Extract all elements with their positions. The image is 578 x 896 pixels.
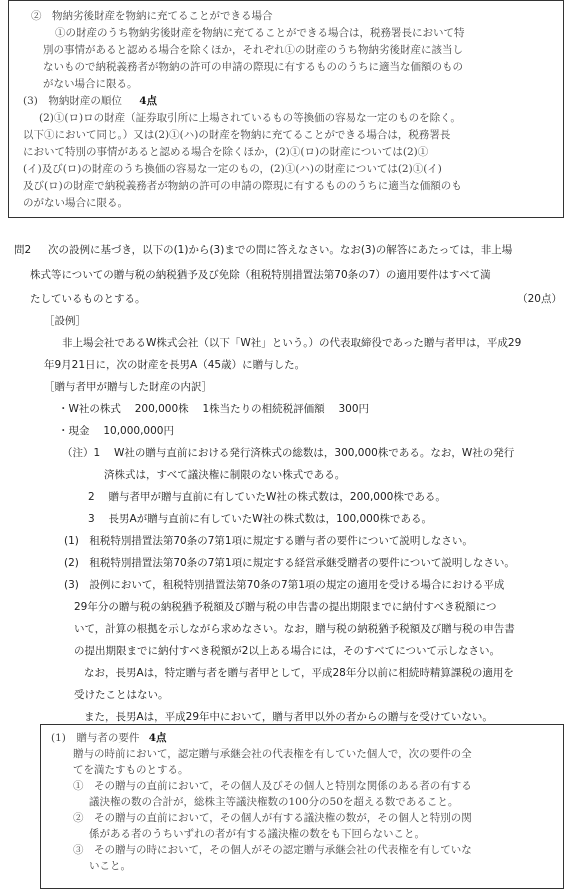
question-intro: たしているものとする。 bbox=[30, 293, 146, 305]
box-line: において特別の事情があると認める場合を除くほか，(2)①(ロ)の財産については(2)① bbox=[23, 146, 429, 158]
section-heading bbox=[23, 94, 157, 108]
sub-question-3: (3) 設例において，租税特別措置法第70条の7第1項の規定の適用を受ける場合における平成 bbox=[64, 579, 505, 591]
sub-question-1: (1) 租税特別措置法第70条の7第1項に規定する贈与者の要件について説明しなさい。 bbox=[64, 535, 473, 547]
answer-line: ③ その贈与の時において，その個人がその認定贈与承継会社の代表権を有していな bbox=[73, 844, 472, 856]
remark: 受けたことはない。 bbox=[74, 689, 169, 701]
note: 2 贈与者甲が贈与直前に有していたW社の株式数は，200,000株である。 bbox=[88, 491, 446, 503]
answer-line: ② その贈与の直前において，その個人が有する議決権の数が，その個人と特別の関 bbox=[73, 812, 472, 824]
answer-line: ① その贈与の直前において，その個人及びその個人と特別な関係のある者の有する bbox=[73, 780, 472, 792]
note: 3 長男Aが贈与直前に有していたW社の株式数は，100,000株である。 bbox=[88, 513, 433, 525]
remark: なお，長男Aは，特定贈与者を贈与者甲として，平成28年分以前に相続時精算課税の適用を bbox=[84, 667, 514, 679]
box-line: 別の事情があると認める場合を除くほか，それぞれ①の財産のうち物納劣後財産に該当し bbox=[43, 44, 463, 56]
box-line: ないもので納税義務者が物納の許可の申請の際現に有するもののうちに適当な価額のもの bbox=[43, 61, 463, 73]
answer-box-top bbox=[8, 0, 564, 218]
remark: また，長男Aは，平成29年中において，贈与者甲以外の者からの贈与を受けていない。 bbox=[84, 711, 493, 723]
points-label: 4点 bbox=[139, 95, 158, 107]
question-number: 問2 bbox=[14, 244, 32, 256]
breakdown-item: ・現金 10,000,000円 bbox=[58, 425, 174, 437]
answer-line: てを満たすものとする。 bbox=[73, 764, 189, 776]
note: 済株式は，すべて議決権に制限のない株式である。 bbox=[104, 469, 346, 481]
answer-line: 贈与の時前において，認定贈与承継会社の代表権を有していた個人で，次の要件の全 bbox=[73, 748, 472, 760]
sub-question-3-cont: 29年分の贈与税の納税猶予税額及び贈与税の申告書の提出期限までに納付すべき税額につ bbox=[74, 601, 497, 613]
answer-heading bbox=[51, 731, 167, 745]
breakdown-item: ・W社の株式 200,000株 1株当たりの相続税評価額 300円 bbox=[58, 403, 370, 415]
box-line: (2)①(ロ)ロの財産（証券取引所に上場されているもの等換価の容易な一定のものを除く。 bbox=[39, 112, 461, 124]
box-line: 及び(ロ)の財産で納税義務者が物納の許可の申請の際現に有するもののうちに適当な価額のも bbox=[23, 180, 462, 192]
note: （注）1 W社の贈与直前における発行済株式の総数は，300,000株である。なお，W社の発行 bbox=[62, 447, 515, 459]
box-line: 以下①において同じ。）又は(2)①(ハ)の財産を物納に充てることができる場合は，税務署長 bbox=[23, 129, 451, 141]
answer-line: 議決権の数の合計が，総株主等議決権数の100分の50を超える数であること。 bbox=[89, 796, 459, 808]
answer-title: (1) 贈与者の要件 bbox=[51, 732, 140, 744]
points-label: 4点 bbox=[148, 732, 167, 744]
answer-line: 係がある者のうちいずれの者が有する議決権の数をも下回らないこと。 bbox=[89, 828, 425, 840]
box-line: ①の財産のうち物納劣後財産を物納に充てることができる場合は，税務署長において特 bbox=[55, 27, 465, 39]
question-points: （20点） bbox=[517, 293, 562, 305]
question-intro: 株式等についての贈与税の納税猶予及び免除（租税特別措置法第70条の7）の適用要件はすべて満 bbox=[30, 269, 491, 281]
box-line: がない場合に限る。 bbox=[43, 78, 138, 90]
answer-box-bottom bbox=[40, 724, 564, 889]
setup-text: 年9月21日に，次の財産を長男A（45歳）に贈与した。 bbox=[44, 359, 306, 371]
sub-question-2: (2) 租税特別措置法第70条の7第1項に規定する経営承継受贈者の要件について説明しなさい。 bbox=[64, 557, 515, 569]
box-line: ② 物納劣後財産を物納に充てることができる場合 bbox=[31, 10, 273, 22]
question-intro: 次の設例に基づき，以下の(1)から(3)までの問に答えなさい。なお(3)の解答にあたっては，非上場 bbox=[48, 244, 513, 256]
sub-question-3-cont: いて，計算の根拠を示しながら求めなさい。なお，贈与税の納税猶予税額及び贈与税の申告書 bbox=[74, 623, 515, 635]
answer-line: いこと。 bbox=[89, 860, 131, 872]
box-line: (イ)及び(ロ)の財産のうち換価の容易な一定のもの，(2)①(ハ)の財産については(2)①(イ) bbox=[23, 163, 442, 175]
section-title: (3) 物納財産の順位 bbox=[23, 95, 122, 107]
setup-text: 非上場会社であるW株式会社（以下「W社」という。）の代表取締役であった贈与者甲は，平成29 bbox=[62, 337, 522, 349]
box-line: のがない場合に限る。 bbox=[23, 197, 128, 209]
sub-question-3-cont: の提出期限までに納付すべき税額が2以上ある場合には，そのすべてについて示しなさい。 bbox=[74, 645, 501, 657]
breakdown-heading: ［贈与者甲が贈与した財産の内訳］ bbox=[44, 381, 212, 393]
setup-heading: ［設例］ bbox=[44, 315, 86, 327]
